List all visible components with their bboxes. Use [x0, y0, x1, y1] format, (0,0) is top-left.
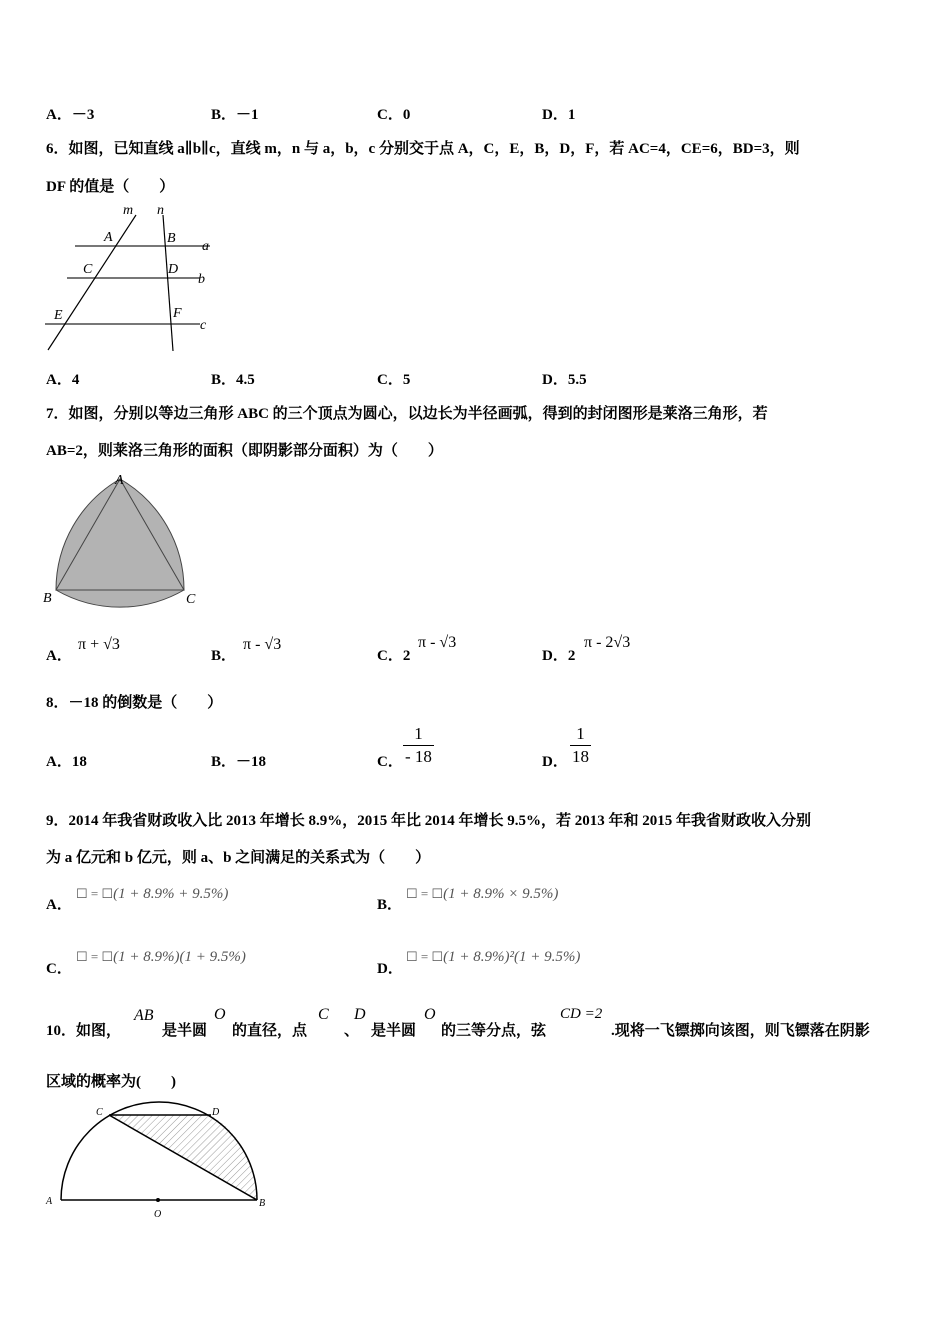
q8-option-a: A．18 — [46, 754, 87, 770]
label-n: n — [157, 203, 164, 218]
q6-stem-line1: 6．如图，已知直线 a∥b∥c，直线 m，n 与 a，b，c 分别交于点 A，C，E，B，D，F，若 AC=4，CE=6，BD=3，则 — [46, 141, 800, 157]
q7-option-d: D．2 — [542, 648, 576, 664]
placeholder-box-icon: ☐ = ☐ — [76, 886, 114, 901]
label-A: A — [115, 473, 124, 488]
math-C: C — [318, 1006, 329, 1023]
label-D: D — [168, 262, 179, 277]
q9-stem-line1: 9．2014 年我省财政收入比 2013 年增长 8.9%，2015 年比 2014 年增长 9.5%，若 2013 年和 2015 年我省财政收入分别 — [46, 813, 812, 829]
q8-option-b: B．－18 — [211, 754, 267, 770]
fraction-numerator: 1 — [576, 724, 585, 743]
label-c: c — [200, 318, 207, 333]
q9-option-a-expr: ☐ = ☐(1 + 8.9% + 9.5%) — [76, 886, 229, 902]
center-point — [156, 1198, 160, 1202]
q7-option-b-expr: π - √3 — [243, 636, 282, 653]
math-O2: O — [424, 1006, 436, 1023]
fraction-denominator: 18 — [572, 747, 589, 766]
fraction-bar — [570, 745, 591, 746]
q8-stem: 8．－18 的倒数是（ ） — [46, 695, 223, 711]
line-m — [48, 215, 136, 350]
label-O: O — [154, 1209, 162, 1220]
q6-option-c: C．5 — [377, 372, 411, 388]
label-C: C — [96, 1107, 103, 1118]
label-B: B — [167, 231, 176, 246]
placeholder-box-icon: ☐ = ☐ — [406, 886, 444, 901]
q6-stem-line2: DF 的值是（ ） — [46, 179, 175, 195]
q8-option-d: D． — [542, 754, 568, 770]
q7-option-c-expr: π - √3 — [418, 634, 457, 651]
q7-option-a: A． — [46, 648, 72, 664]
fraction-bar — [403, 745, 434, 746]
label-D: D — [212, 1107, 220, 1118]
q7-option-c: C．2 — [377, 648, 411, 664]
q7-option-d-expr: π - 2√3 — [584, 634, 631, 651]
label-b: b — [198, 272, 205, 287]
math-D: D — [354, 1006, 366, 1023]
label-C: C — [186, 592, 196, 607]
q7-stem-line1: 7．如图，分别以等边三角形 ABC 的三个顶点为圆心，以边长为半径画弧，得到的封闭图形是莱洛三角形，若 — [46, 406, 768, 422]
q6-option-a: A．4 — [46, 372, 80, 388]
q7-option-b: B． — [211, 648, 237, 664]
placeholder-box-icon: ☐ = ☐ — [406, 949, 444, 964]
label-F: F — [173, 306, 182, 321]
q10-figure — [40, 1100, 275, 1225]
q5-option-c: C．0 — [377, 107, 411, 123]
q8-option-c-fraction — [403, 724, 434, 767]
label-A: A — [46, 1196, 53, 1207]
math-CD: CD =2 — [560, 1006, 603, 1022]
q6-figure — [40, 200, 225, 356]
q9-option-d-expr: ☐ = ☐(1 + 8.9%)²(1 + 9.5%) — [406, 949, 581, 965]
q7-stem-line2: AB=2，则莱洛三角形的面积（即阴影部分面积）为（ ） — [46, 443, 443, 459]
q9-option-b-expr: ☐ = ☐(1 + 8.9% × 9.5%) — [406, 886, 559, 902]
q6-option-d: D．5.5 — [542, 372, 587, 388]
q8-option-c: C． — [377, 754, 403, 770]
math-AB: AB — [134, 1007, 154, 1024]
q5-option-b: B．－1 — [211, 107, 259, 123]
label-E: E — [54, 308, 63, 323]
q9-option-c: C． — [46, 961, 72, 977]
q9-option-a: A． — [46, 897, 72, 913]
q9-stem-line2: 为 a 亿元和 b 亿元，则 a、b 之间满足的关系式为（ ） — [46, 850, 431, 866]
q9-option-d: D． — [377, 961, 403, 977]
q5-option-d: D．1 — [542, 107, 576, 123]
label-m: m — [123, 203, 134, 218]
q7-option-a-expr: π + √3 — [78, 636, 120, 653]
fraction-denominator: - 18 — [405, 747, 432, 766]
q7-figure — [40, 468, 210, 608]
fraction-numerator: 1 — [414, 724, 423, 743]
q5-option-a: A．－3 — [46, 107, 95, 123]
q9-option-c-expr: ☐ = ☐(1 + 8.9%)(1 + 9.5%) — [76, 949, 246, 965]
label-B: B — [43, 591, 52, 606]
q10-stem-line2: 区域的概率为( ) — [46, 1074, 176, 1090]
label-B: B — [259, 1198, 266, 1209]
q9-option-b: B． — [377, 897, 403, 913]
q8-option-d-fraction — [570, 724, 591, 767]
math-O: O — [214, 1006, 226, 1023]
placeholder-box-icon: ☐ = ☐ — [76, 949, 114, 964]
label-a: a — [202, 239, 209, 254]
q6-option-b: B．4.5 — [211, 372, 255, 388]
reuleaux-triangle — [56, 479, 184, 607]
label-C: C — [83, 262, 93, 277]
label-A: A — [104, 230, 113, 245]
